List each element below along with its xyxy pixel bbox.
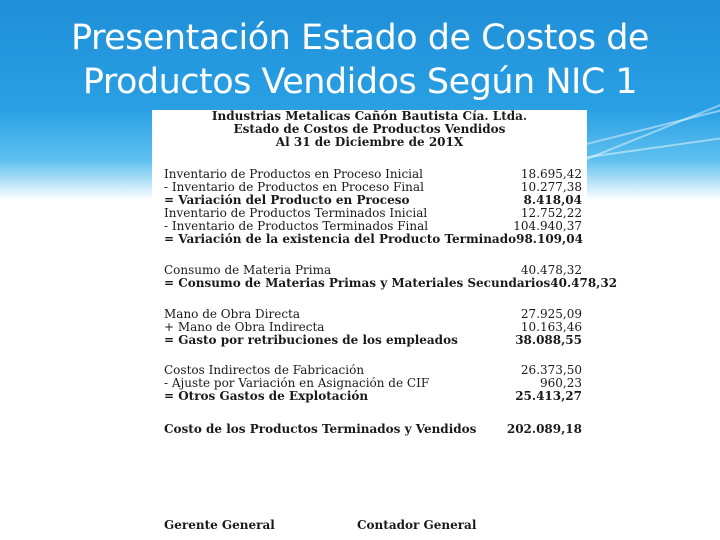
table-row xyxy=(164,334,582,347)
financial-statement xyxy=(152,109,618,540)
signature-accountant: Contador General xyxy=(357,518,477,532)
row-label: Inventario de Productos Terminados Inicial xyxy=(164,206,428,220)
statement-title: Estado de Costos de Productos Vendidos xyxy=(233,122,506,136)
row-label: = Otros Gastos de Explotación xyxy=(164,389,369,403)
slide-title-line-1: Presentación Estado de Costos de xyxy=(71,18,649,58)
row-label: - Ajuste por Variación en Asignación de CIF xyxy=(164,376,430,390)
row-amount: 10.163,46 xyxy=(520,320,582,334)
company-name: Industrias Metalicas Cañón Bautista Cía. Ltda. xyxy=(211,109,528,123)
row-amount: 960,23 xyxy=(540,376,582,390)
row-spacer xyxy=(164,246,582,264)
row-label: = Variación del Producto en Proceso xyxy=(164,193,410,207)
row-label: Consumo de Materia Prima xyxy=(164,263,332,277)
row-amount: 12.752,22 xyxy=(520,206,582,220)
row-spacer xyxy=(164,290,582,308)
row-label: - Inventario de Productos Terminados Final xyxy=(164,219,429,233)
slide-title-line-2: Productos Vendidos Según NIC 1 xyxy=(82,62,638,102)
row-amount: 26.373,50 xyxy=(520,363,582,377)
row-label: = Consumo de Materias Primas y Materiales Secundarios xyxy=(164,276,551,290)
row-amount: 8.418,04 xyxy=(523,193,582,207)
row-amount: 98.109,04 xyxy=(516,232,583,246)
row-label: Costo de los Productos Terminados y Vendidos xyxy=(164,422,477,436)
statement-date: Al 31 de Diciembre de 201X xyxy=(275,135,464,149)
row-label: + Mano de Obra Indirecta xyxy=(164,320,325,334)
row-amount: 40.478,32 xyxy=(520,263,582,277)
row-label: = Variación de la existencia del Producto Terminado xyxy=(164,232,517,246)
row-label: = Gasto por retribuciones de los empleados xyxy=(164,333,458,347)
row-spacer xyxy=(164,403,582,423)
row-label: Inventario de Productos en Proceso Inicial xyxy=(164,167,424,181)
signature-general-manager: Gerente General xyxy=(164,518,275,532)
row-amount: 104.940,37 xyxy=(513,219,582,233)
table-row xyxy=(164,423,582,436)
row-amount: 18.695,42 xyxy=(520,167,582,181)
row-amount: 202.089,18 xyxy=(506,422,582,436)
table-row xyxy=(164,233,582,246)
statement-header xyxy=(152,110,587,149)
row-amount: 40.478,32 xyxy=(550,276,618,290)
table-row xyxy=(164,276,618,290)
row-spacer xyxy=(164,347,582,364)
row-amount: 10.277,38 xyxy=(520,180,582,194)
row-label: Costos Indirectos de Fabricación xyxy=(164,363,365,377)
statement-rows xyxy=(164,167,618,436)
row-label: Mano de Obra Directa xyxy=(164,307,301,321)
row-amount: 27.925,09 xyxy=(520,307,582,321)
row-amount: 25.413,27 xyxy=(515,389,582,403)
row-label: - Inventario de Productos en Proceso Final xyxy=(164,180,424,194)
row-amount: 38.088,55 xyxy=(515,333,582,347)
table-row xyxy=(164,390,582,403)
slide-title xyxy=(0,16,720,104)
